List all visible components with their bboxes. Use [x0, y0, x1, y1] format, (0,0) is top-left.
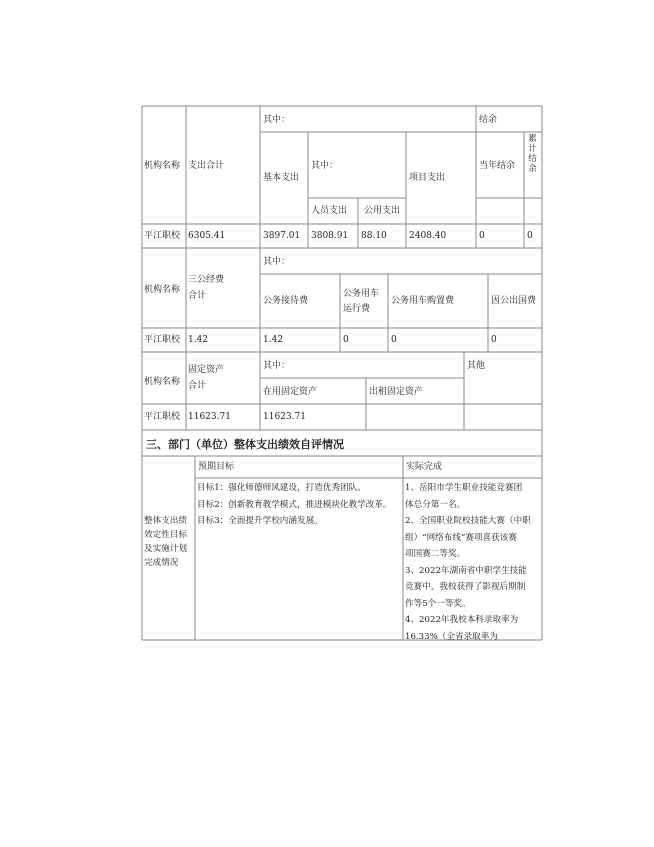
- t2-row-car-buy: 0: [391, 335, 397, 345]
- actual-list: [405, 480, 531, 645]
- actual-line: 2、全国职业院校技能大赛（中职: [405, 516, 531, 526]
- actual-line: 4、2022年我校本科录取率为: [405, 615, 519, 625]
- t1-header-org: 机构名称: [144, 161, 181, 171]
- actual-line: 1、岳阳市学生职业技能竞赛团: [405, 483, 523, 493]
- t1-header-cum-jieyu: 累计结余: [528, 134, 537, 174]
- t2-header-car-run-2: 运行费: [343, 304, 371, 314]
- t1-header-jieyu: 结余: [479, 115, 498, 125]
- t3-row-in-use: 11623.71: [263, 412, 306, 422]
- actual-line: 竞赛中，我校获得了影视后期制: [405, 582, 526, 592]
- t2-row-abroad: 0: [491, 335, 497, 345]
- t1-row-year-jieyu: 0: [479, 231, 485, 241]
- t2-header-sangong: 三公经费: [188, 275, 225, 285]
- actual-line: 作等5个一等奖。: [405, 598, 471, 609]
- goals-list: [197, 480, 392, 530]
- t3-header-in-use: 在用固定资产: [263, 387, 318, 397]
- section3-header-expected: 预期目标: [198, 462, 235, 472]
- goal-item: 目标3：全面提升学校内涵发展。: [197, 516, 323, 526]
- t2-row-org: 平江职校: [144, 335, 181, 345]
- t3-row-total: 11623.71: [188, 412, 231, 422]
- t3-header-assets: 固定资产: [188, 365, 225, 375]
- t1-row-project: 2408.40: [409, 231, 447, 241]
- t1-row-total: 6305.41: [188, 231, 226, 241]
- t1-header-year-jieyu: 当年结余: [479, 161, 516, 171]
- t2-row-total: 1.42: [188, 335, 209, 345]
- actual-line: 16.33%（全省录取率为: [405, 631, 498, 642]
- t3-header-assets-2: 合计: [188, 381, 207, 391]
- t1-row-public: 88.10: [361, 231, 387, 241]
- actual-line: 项国赛二等奖。: [405, 549, 466, 559]
- t1-header-personnel: 人员支出: [311, 206, 348, 216]
- t2-row-reception: 1.42: [263, 335, 284, 345]
- t1-row-org: 平江职校: [144, 231, 181, 241]
- t1-row-personnel: 3808.91: [311, 231, 349, 241]
- t1-row-basic: 3897.01: [263, 231, 301, 241]
- t2-header-car-run: 公务用车: [343, 289, 380, 299]
- t3-header-org: 机构名称: [144, 377, 181, 387]
- t1-header-basic: 基本支出: [263, 173, 300, 183]
- t2-header-org: 机构名称: [144, 285, 181, 295]
- t2-row-car-run: 0: [343, 335, 349, 345]
- t2-header-reception: 公务接待费: [263, 296, 309, 306]
- t3-header-qizhong: 其中：: [263, 361, 291, 371]
- t1-header-project: 项目支出: [409, 173, 446, 183]
- t2-header-qizhong: 其中：: [263, 257, 291, 267]
- t1-header-qizhong: 其中：: [263, 115, 291, 125]
- t1-header-total: 支出合计: [188, 161, 225, 171]
- actual-line: 体总分第一名。: [405, 499, 466, 510]
- section3-header-actual: 实际完成: [406, 462, 443, 472]
- goal-item: 目标2：创新教育教学模式，推进模块化教学改革。: [197, 499, 392, 510]
- t1-header-qizhong2: 其中：: [311, 161, 339, 171]
- t2-header-car-buy: 公务用车购置费: [391, 296, 455, 306]
- t1-header-public: 公用支出: [364, 206, 401, 216]
- goal-item: 目标1：强化师德师风建设，打造优秀团队。: [197, 483, 366, 493]
- actual-line: 3、2022年湖南省中职学生技能: [405, 565, 527, 576]
- t3-row-org: 平江职校: [144, 412, 181, 422]
- t3-header-leased: 出租固定资产: [369, 387, 424, 397]
- t2-header-sangong-2: 合计: [188, 291, 207, 301]
- t3-header-other: 其他: [467, 361, 486, 371]
- t1-row-cum-jieyu: 0: [527, 231, 533, 241]
- section3-left-label: 整体支出绩效定性目标及实施计划完成情况: [144, 516, 187, 568]
- actual-line: 组）“网络布线”赛项喜获该赛: [405, 532, 517, 543]
- section-title: 三、部门（单位）整体支出绩效自评情况: [146, 438, 344, 451]
- t2-header-abroad: 因公出国费: [491, 296, 537, 306]
